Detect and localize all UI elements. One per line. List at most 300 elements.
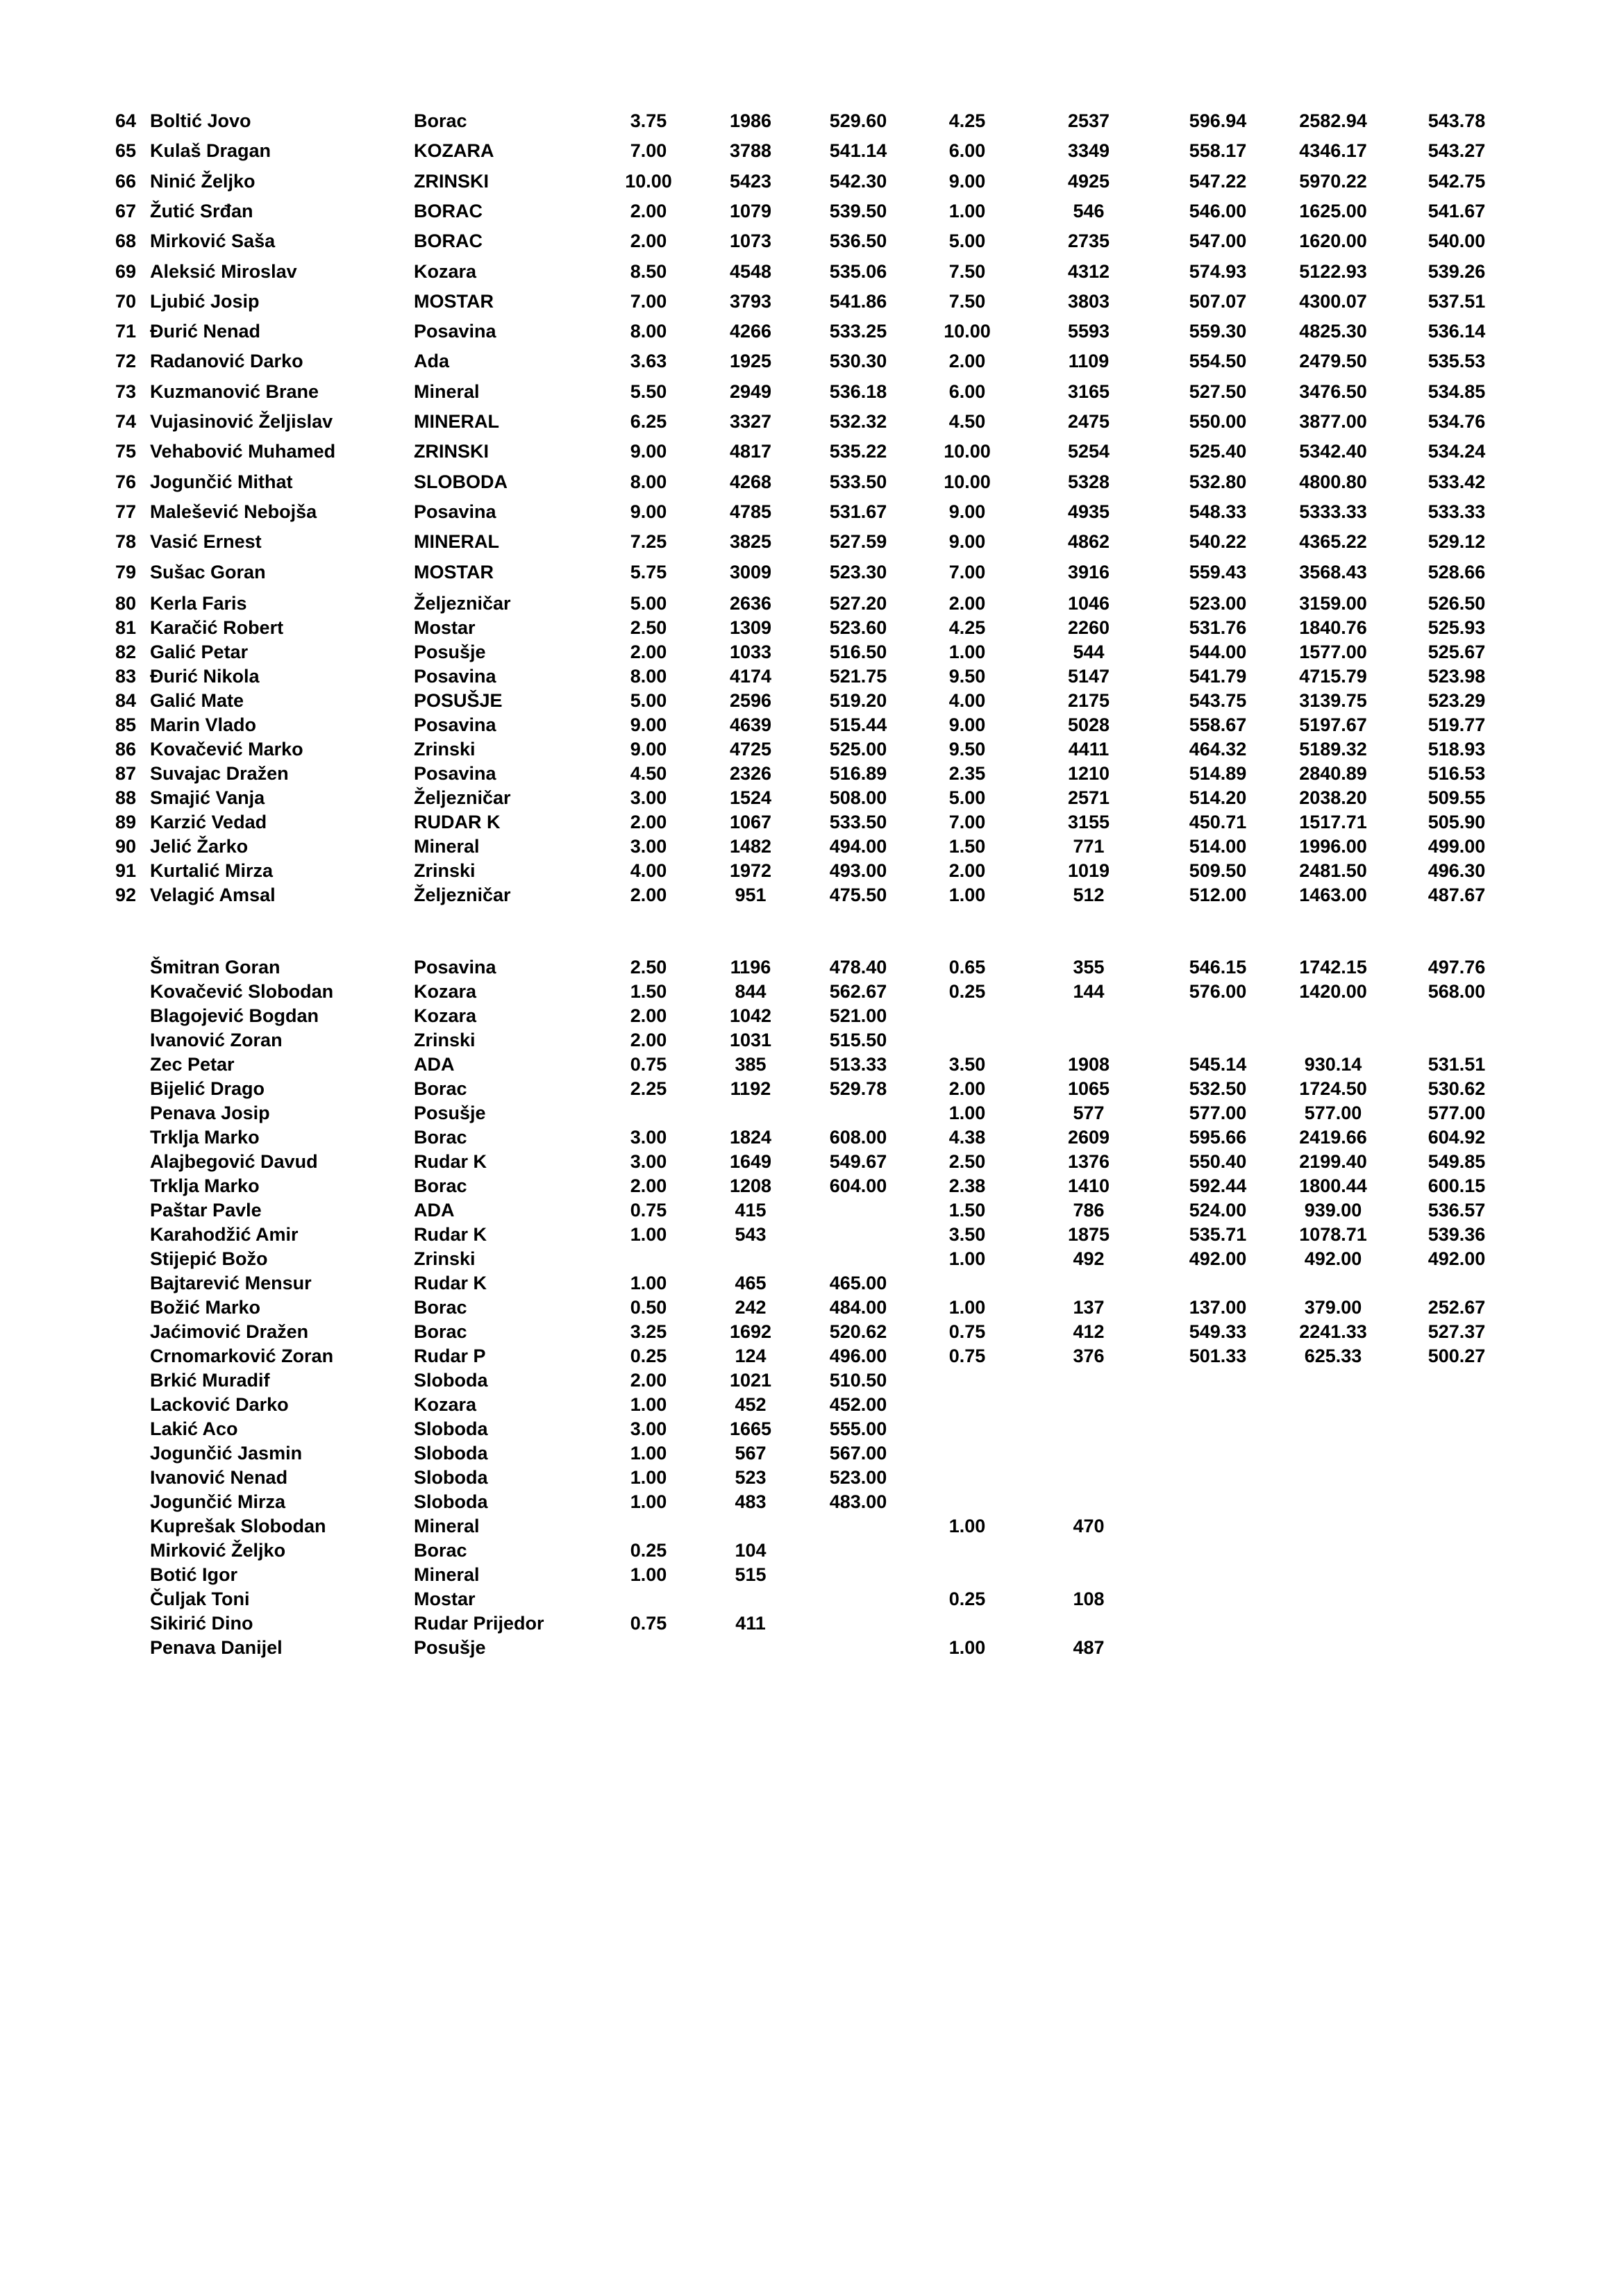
cell-rank: 83 <box>115 666 136 687</box>
cell-s2-series: 2.35 <box>948 763 986 784</box>
cell-name: Mirković Saša <box>150 231 276 252</box>
cell-s2-points: 492 <box>1073 1248 1105 1269</box>
table-row <box>0 810 1624 835</box>
table-row <box>0 499 1624 524</box>
cell-s1-average: 508.00 <box>829 787 887 808</box>
cell-name: Mirković Željko <box>150 1540 286 1561</box>
cell-s1-average: 515.50 <box>829 1030 887 1050</box>
cell-s1-series: 1.00 <box>630 1564 667 1585</box>
cell-s2-points: 2475 <box>1067 411 1110 432</box>
cell-total-points: 1577.00 <box>1299 642 1367 662</box>
cell-total-points: 4300.07 <box>1299 290 1367 312</box>
cell-s1-series: 1.00 <box>630 1394 667 1415</box>
cell-total-average: 492.00 <box>1428 1248 1486 1269</box>
cell-s1-series: 2.00 <box>630 200 667 221</box>
cell-club: Borac <box>414 1175 467 1196</box>
cell-s1-points: 1079 <box>729 200 772 221</box>
table-row <box>0 1173 1624 1198</box>
cell-name: Paštar Pavle <box>150 1200 262 1221</box>
cell-rank: 80 <box>115 593 136 614</box>
cell-s1-average: 520.62 <box>829 1321 887 1342</box>
cell-club: Posavina <box>414 501 496 522</box>
cell-s2-points: 144 <box>1073 981 1105 1002</box>
cell-total-average: 499.00 <box>1428 836 1486 857</box>
cell-s2-series: 1.00 <box>948 885 986 905</box>
cell-s1-average: 562.67 <box>829 981 887 1002</box>
cell-s1-series: 8.00 <box>630 666 667 687</box>
cell-club: Željezničar <box>414 885 511 905</box>
cell-s2-series: 2.50 <box>948 1151 986 1172</box>
cell-s2-points: 3803 <box>1067 290 1110 312</box>
cell-s1-points: 3793 <box>729 290 772 312</box>
table-row <box>0 228 1624 253</box>
cell-s1-series: 8.00 <box>630 471 667 492</box>
cell-total-points: 4346.17 <box>1299 140 1367 162</box>
cell-total-points: 1517.71 <box>1299 812 1367 832</box>
cell-total-points: 1420.00 <box>1299 981 1367 1002</box>
table-row <box>0 1222 1624 1247</box>
cell-total-average: 525.67 <box>1428 642 1486 662</box>
cell-s2-series: 2.00 <box>948 860 986 881</box>
cell-total-points: 4825.30 <box>1299 321 1367 342</box>
cell-s1-series: 3.00 <box>630 1418 667 1439</box>
cell-s2-points: 5593 <box>1067 321 1110 342</box>
cell-s2-series: 10.00 <box>944 471 991 492</box>
cell-total-average: 496.30 <box>1428 860 1486 881</box>
table-row <box>0 1028 1624 1053</box>
cell-total-average: 505.90 <box>1428 812 1486 832</box>
table-row <box>0 560 1624 585</box>
cell-s1-points: 411 <box>735 1613 766 1634</box>
cell-s1-points: 4785 <box>729 501 772 522</box>
cell-name: Botić Igor <box>150 1564 237 1585</box>
cell-s2-series: 9.00 <box>948 501 986 522</box>
cell-s1-series: 2.50 <box>630 957 667 978</box>
cell-total-points: 3877.00 <box>1299 411 1367 432</box>
cell-s2-average: 576.00 <box>1189 981 1247 1002</box>
cell-name: Trklja Marko <box>150 1127 260 1148</box>
cell-s1-average: 529.60 <box>829 110 887 131</box>
cell-s2-average: 507.07 <box>1189 290 1247 312</box>
cell-name: Aleksić Miroslav <box>150 260 297 282</box>
cell-s1-series: 0.50 <box>630 1297 667 1318</box>
cell-rank: 81 <box>115 617 136 638</box>
cell-s2-average: 558.67 <box>1189 714 1247 735</box>
table-row <box>0 615 1624 640</box>
cell-total-average: 549.85 <box>1428 1151 1486 1172</box>
cell-s1-series: 2.00 <box>630 1370 667 1391</box>
table-row <box>0 785 1624 810</box>
cell-total-average: 487.67 <box>1428 885 1486 905</box>
cell-s1-points: 2949 <box>729 380 772 402</box>
cell-s1-average: 523.60 <box>829 617 887 638</box>
table-row <box>0 529 1624 554</box>
cell-club: Mineral <box>414 380 480 402</box>
cell-total-average: 540.00 <box>1428 231 1486 252</box>
cell-total-points: 1078.71 <box>1299 1224 1367 1245</box>
cell-s2-points: 1875 <box>1067 1224 1110 1245</box>
cell-s1-points: 4639 <box>729 714 772 735</box>
table-row <box>0 349 1624 374</box>
cell-name: Jogunčić Mirza <box>150 1491 286 1512</box>
table-row <box>0 1198 1624 1223</box>
cell-s2-series: 1.00 <box>948 1248 986 1269</box>
cell-total-average: 519.77 <box>1428 714 1486 735</box>
cell-s1-series: 7.00 <box>630 290 667 312</box>
cell-total-average: 534.24 <box>1428 441 1486 462</box>
table-row <box>0 834 1624 859</box>
cell-name: Penava Danijel <box>150 1637 283 1658</box>
table-row <box>0 108 1624 133</box>
cell-name: Žutić Srđan <box>150 200 253 221</box>
cell-rank: 91 <box>115 860 136 881</box>
cell-name: Lakić Aco <box>150 1418 238 1439</box>
cell-name: Karahodžić Amir <box>150 1224 299 1245</box>
cell-s1-series: 1.00 <box>630 1443 667 1464</box>
cell-club: ADA <box>414 1054 455 1075</box>
cell-rank: 77 <box>115 501 136 522</box>
cell-s2-average: 535.71 <box>1189 1224 1247 1245</box>
cell-total-points: 2199.40 <box>1299 1151 1367 1172</box>
cell-s1-series: 0.75 <box>630 1200 667 1221</box>
cell-s2-average: 550.00 <box>1189 411 1247 432</box>
cell-s1-series: 7.25 <box>630 531 667 553</box>
cell-name: Stijepić Božo <box>150 1248 268 1269</box>
cell-s2-series: 6.00 <box>948 380 986 402</box>
cell-s1-average: 525.00 <box>829 739 887 760</box>
table-row <box>0 1368 1624 1393</box>
cell-s1-series: 3.00 <box>630 1151 667 1172</box>
cell-s2-average: 592.44 <box>1189 1175 1247 1196</box>
cell-name: Kovačević Slobodan <box>150 981 334 1002</box>
cell-s2-series: 6.00 <box>948 140 986 162</box>
cell-s2-average: 450.71 <box>1189 812 1247 832</box>
cell-s2-points: 4925 <box>1067 170 1110 192</box>
cell-s1-series: 2.00 <box>630 1175 667 1196</box>
cell-club: POSUŠJE <box>414 690 503 711</box>
table-row <box>0 1465 1624 1490</box>
cell-s1-average: 494.00 <box>829 836 887 857</box>
cell-s2-average: 558.17 <box>1189 140 1247 162</box>
cell-s1-average: 521.75 <box>829 666 887 687</box>
cell-club: Posavina <box>414 763 496 784</box>
cell-s1-points: 567 <box>735 1443 767 1464</box>
cell-name: Karzić Vedad <box>150 812 267 832</box>
cell-s1-average: 608.00 <box>829 1127 887 1148</box>
cell-s2-series: 1.50 <box>948 1200 986 1221</box>
cell-s2-points: 355 <box>1073 957 1105 978</box>
table-row <box>0 1416 1624 1441</box>
cell-name: Alajbegović Davud <box>150 1151 318 1172</box>
cell-s2-average: 546.00 <box>1189 200 1247 221</box>
cell-total-points: 5342.40 <box>1299 441 1367 462</box>
cell-s1-average: 533.50 <box>829 812 887 832</box>
table-row <box>0 688 1624 713</box>
cell-s1-series: 0.75 <box>630 1613 667 1634</box>
cell-club: Kozara <box>414 1005 477 1026</box>
cell-s1-series: 2.25 <box>630 1078 667 1099</box>
cell-s1-average: 567.00 <box>829 1443 887 1464</box>
cell-s1-points: 4174 <box>729 666 772 687</box>
cell-total-points: 4800.80 <box>1299 471 1367 492</box>
cell-s1-points: 465 <box>735 1273 767 1293</box>
cell-total-points: 1625.00 <box>1299 200 1367 221</box>
cell-s2-points: 2609 <box>1067 1127 1110 1148</box>
cell-total-average: 600.15 <box>1428 1175 1486 1196</box>
cell-club: Borac <box>414 1540 467 1561</box>
cell-s1-series: 1.00 <box>630 1224 667 1245</box>
cell-s2-points: 1376 <box>1067 1151 1110 1172</box>
cell-total-average: 528.66 <box>1428 561 1486 583</box>
cell-s1-average: 530.30 <box>829 351 887 372</box>
cell-total-points: 3139.75 <box>1299 690 1367 711</box>
cell-club: Sloboda <box>414 1491 488 1512</box>
cell-total-average: 518.93 <box>1428 739 1486 760</box>
cell-name: Karačić Robert <box>150 617 284 638</box>
cell-s2-series: 9.00 <box>948 531 986 553</box>
cell-club: Borac <box>414 1321 467 1342</box>
cell-s2-points: 3349 <box>1067 140 1110 162</box>
cell-total-points: 930.14 <box>1304 1054 1362 1075</box>
cell-s1-average: 496.00 <box>829 1346 887 1366</box>
cell-club: Ada <box>414 351 450 372</box>
cell-s2-points: 412 <box>1073 1321 1105 1342</box>
cell-club: Posavina <box>414 714 496 735</box>
table-row <box>0 289 1624 314</box>
table-row <box>0 1538 1624 1563</box>
table-row <box>0 1052 1624 1077</box>
cell-s2-series: 1.50 <box>948 836 986 857</box>
cell-s1-average: 475.50 <box>829 885 887 905</box>
cell-s1-average: 531.67 <box>829 501 887 522</box>
cell-s2-series: 5.00 <box>948 787 986 808</box>
cell-total-average: 516.53 <box>1428 763 1486 784</box>
cell-total-average: 527.37 <box>1428 1321 1486 1342</box>
cell-name: Božić Marko <box>150 1297 261 1318</box>
cell-s1-series: 5.75 <box>630 561 667 583</box>
cell-club: Mostar <box>414 617 476 638</box>
cell-s1-average: 516.89 <box>829 763 887 784</box>
cell-s1-average: 483.00 <box>829 1491 887 1512</box>
cell-name: Radanović Darko <box>150 351 303 372</box>
cell-s1-average: 465.00 <box>829 1273 887 1293</box>
cell-s1-average: 527.20 <box>829 593 887 614</box>
cell-name: Boltić Jovo <box>150 110 251 131</box>
cell-s1-points: 1309 <box>729 617 772 638</box>
cell-s1-points: 415 <box>735 1200 767 1221</box>
cell-s1-points: 3327 <box>729 411 772 432</box>
cell-s2-average: 596.94 <box>1189 110 1247 131</box>
cell-s1-points: 4817 <box>729 441 772 462</box>
cell-s1-points: 844 <box>735 981 767 1002</box>
cell-s1-series: 2.00 <box>630 1005 667 1026</box>
cell-total-average: 577.00 <box>1428 1103 1486 1123</box>
cell-name: Crnomarković Zoran <box>150 1346 334 1366</box>
cell-s2-points: 2735 <box>1067 231 1110 252</box>
cell-total-points: 4715.79 <box>1299 666 1367 687</box>
cell-total-average: 525.93 <box>1428 617 1486 638</box>
cell-rank: 85 <box>115 714 136 735</box>
cell-total-average: 252.67 <box>1428 1297 1486 1318</box>
cell-s1-points: 543 <box>735 1224 767 1245</box>
cell-name: Vehabović Muhamed <box>150 441 336 462</box>
cell-s2-average: 548.33 <box>1189 501 1247 522</box>
cell-total-points: 1463.00 <box>1299 885 1367 905</box>
cell-s2-average: 512.00 <box>1189 885 1247 905</box>
cell-rank: 89 <box>115 812 136 832</box>
cell-s2-average: 514.20 <box>1189 787 1247 808</box>
table-row <box>0 1149 1624 1174</box>
cell-s1-average: 536.50 <box>829 231 887 252</box>
cell-s1-series: 2.00 <box>630 642 667 662</box>
cell-club: KOZARA <box>414 140 494 162</box>
cell-total-average: 509.55 <box>1428 787 1486 808</box>
cell-total-average: 537.51 <box>1428 290 1486 312</box>
cell-club: Željezničar <box>414 593 511 614</box>
cell-s2-points: 5328 <box>1067 471 1110 492</box>
cell-s1-series: 8.00 <box>630 321 667 342</box>
cell-s2-series: 7.00 <box>948 561 986 583</box>
cell-name: Čuljak Toni <box>150 1589 250 1609</box>
cell-rank: 73 <box>115 380 136 402</box>
cell-s1-average: 549.67 <box>829 1151 887 1172</box>
cell-name: Ivanović Zoran <box>150 1030 283 1050</box>
cell-s2-average: 524.00 <box>1189 1200 1247 1221</box>
cell-club: ADA <box>414 1200 455 1221</box>
cell-s1-series: 2.00 <box>630 885 667 905</box>
cell-total-average: 534.76 <box>1428 411 1486 432</box>
cell-s1-average: 532.32 <box>829 411 887 432</box>
table-row <box>0 1271 1624 1296</box>
cell-s2-average: 532.80 <box>1189 471 1247 492</box>
cell-rank: 92 <box>115 885 136 905</box>
cell-s2-points: 1109 <box>1068 351 1110 372</box>
cell-s1-points: 4268 <box>729 471 772 492</box>
cell-total-points: 3159.00 <box>1299 593 1367 614</box>
table-row <box>0 1514 1624 1539</box>
table-row <box>0 639 1624 664</box>
cell-s1-series: 3.75 <box>630 110 667 131</box>
cell-s2-points: 786 <box>1073 1200 1105 1221</box>
cell-s2-points: 544 <box>1073 642 1105 662</box>
cell-s1-series: 0.75 <box>630 1054 667 1075</box>
cell-club: Posušje <box>414 642 486 662</box>
table-row <box>0 439 1624 464</box>
table-row <box>0 199 1624 224</box>
table-row <box>0 1100 1624 1125</box>
cell-s1-points: 1196 <box>730 957 771 978</box>
table-row <box>0 1003 1624 1028</box>
cell-s2-average: 541.79 <box>1189 666 1247 687</box>
cell-total-points: 2419.66 <box>1299 1127 1367 1148</box>
cell-club: MOSTAR <box>414 290 494 312</box>
cell-s1-points: 124 <box>735 1346 767 1366</box>
cell-s2-average: 559.30 <box>1189 321 1247 342</box>
cell-name: Marin Vlado <box>150 714 257 735</box>
cell-club: Kozara <box>414 1394 477 1415</box>
cell-club: Sloboda <box>414 1370 488 1391</box>
cell-rank: 87 <box>115 763 136 784</box>
table-row <box>0 712 1624 737</box>
cell-s2-series: 3.50 <box>948 1224 986 1245</box>
cell-s1-series: 1.00 <box>630 1491 667 1512</box>
table-row <box>0 1295 1624 1320</box>
cell-s1-average: 510.50 <box>829 1370 887 1391</box>
cell-name: Trklja Marko <box>150 1175 260 1196</box>
cell-s2-series: 1.00 <box>948 200 986 221</box>
cell-s1-series: 3.00 <box>630 1127 667 1148</box>
cell-s1-series: 5.00 <box>630 690 667 711</box>
cell-total-average: 536.57 <box>1428 1200 1486 1221</box>
cell-s1-points: 1824 <box>729 1127 772 1148</box>
cell-s2-points: 1410 <box>1067 1175 1110 1196</box>
cell-s2-average: 544.00 <box>1189 642 1247 662</box>
cell-s1-series: 1.00 <box>630 1273 667 1293</box>
cell-s2-average: 464.32 <box>1189 739 1247 760</box>
cell-total-points: 577.00 <box>1304 1103 1362 1123</box>
cell-s2-series: 1.00 <box>948 1297 986 1318</box>
cell-total-average: 497.76 <box>1428 957 1486 978</box>
cell-club: Sloboda <box>414 1443 488 1464</box>
cell-s1-series: 5.00 <box>630 593 667 614</box>
cell-s2-average: 523.00 <box>1189 593 1247 614</box>
cell-s1-series: 10.00 <box>625 170 672 192</box>
cell-s2-series: 0.65 <box>948 957 986 978</box>
cell-s1-points: 523 <box>735 1467 767 1488</box>
cell-name: Smajić Vanja <box>150 787 265 808</box>
cell-total-average: 533.42 <box>1428 471 1486 492</box>
cell-name: Lacković Darko <box>150 1394 289 1415</box>
cell-total-average: 568.00 <box>1428 981 1486 1002</box>
cell-s1-points: 1033 <box>729 642 772 662</box>
cell-club: ZRINSKI <box>414 441 489 462</box>
cell-s1-points: 1208 <box>729 1175 772 1196</box>
cell-club: Posušje <box>414 1103 486 1123</box>
cell-s1-points: 1925 <box>729 351 772 372</box>
cell-name: Kuprešak Slobodan <box>150 1516 326 1536</box>
cell-club: Borac <box>414 110 467 131</box>
cell-total-average: 543.27 <box>1428 140 1486 162</box>
cell-s2-points: 1019 <box>1067 860 1110 881</box>
cell-s2-points: 470 <box>1073 1516 1105 1536</box>
cell-s2-points: 4411 <box>1068 739 1110 760</box>
cell-s1-series: 0.25 <box>630 1346 667 1366</box>
cell-s2-series: 4.25 <box>948 617 986 638</box>
cell-s1-series: 3.25 <box>630 1321 667 1342</box>
cell-total-points: 2840.89 <box>1299 763 1367 784</box>
cell-s1-series: 4.50 <box>630 763 667 784</box>
cell-s2-average: 540.22 <box>1189 531 1247 553</box>
cell-s1-series: 7.00 <box>630 140 667 162</box>
cell-s2-points: 771 <box>1073 836 1105 857</box>
cell-s2-average: 595.66 <box>1189 1127 1247 1148</box>
cell-s2-points: 4312 <box>1067 260 1110 282</box>
cell-s2-points: 546 <box>1073 200 1105 221</box>
cell-s1-series: 9.00 <box>630 714 667 735</box>
cell-s1-average: 484.00 <box>829 1297 887 1318</box>
cell-club: Rudar K <box>414 1273 487 1293</box>
cell-s1-points: 483 <box>735 1491 767 1512</box>
cell-club: Mineral <box>414 836 480 857</box>
cell-total-average: 536.14 <box>1428 321 1486 342</box>
cell-s2-points: 4862 <box>1067 531 1110 553</box>
cell-s1-series: 3.00 <box>630 787 667 808</box>
cell-s2-average: 547.00 <box>1189 231 1247 252</box>
cell-s1-average: 452.00 <box>829 1394 887 1415</box>
cell-rank: 66 <box>115 170 136 192</box>
cell-name: Kovačević Marko <box>150 739 303 760</box>
table-row <box>0 1392 1624 1417</box>
